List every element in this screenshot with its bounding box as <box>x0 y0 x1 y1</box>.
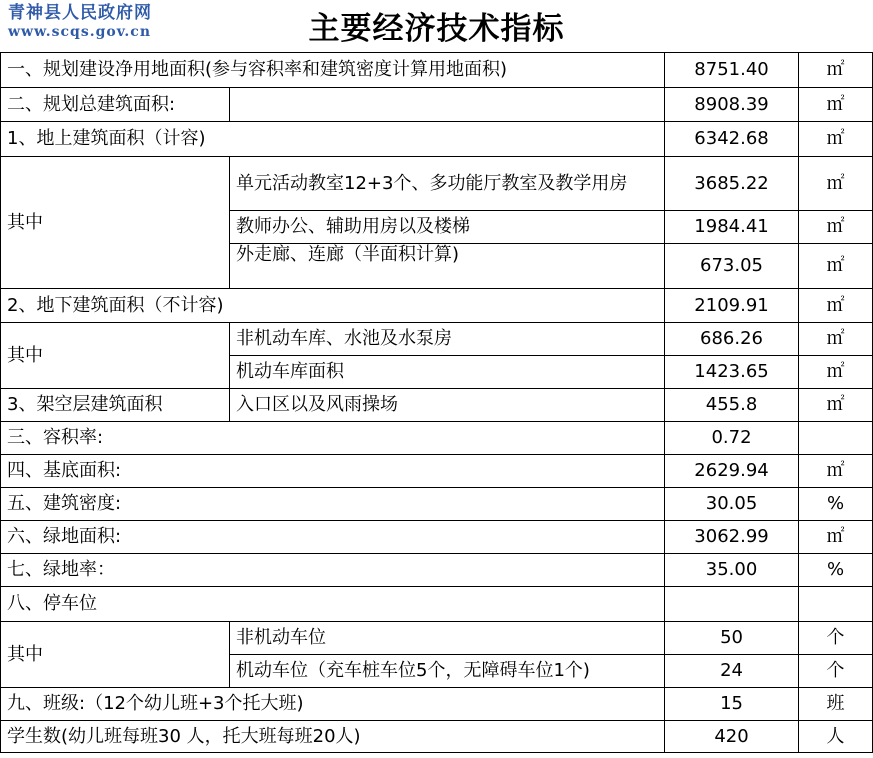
row-value <box>665 587 799 622</box>
row-group-label: 其中 <box>1 157 230 289</box>
row-value: 1423.65 <box>665 356 799 389</box>
row-label: 六、绿地面积: <box>1 521 665 554</box>
row-unit: ㎡ <box>799 53 873 88</box>
table-row <box>1 688 873 721</box>
row-label: 1、地上建筑面积（计容) <box>1 122 665 157</box>
table-row <box>1 323 873 356</box>
row-label: 七、绿地率： <box>1 554 665 587</box>
row-unit: ㎡ <box>799 244 873 289</box>
table-row <box>1 289 873 323</box>
row-unit: ㎡ <box>799 389 873 422</box>
watermark-url: www.scqs.gov.cn <box>8 23 152 40</box>
table-row <box>1 488 873 521</box>
table-row <box>1 554 873 587</box>
row-value: 50 <box>665 622 799 655</box>
row-unit: ㎡ <box>799 356 873 389</box>
row-unit: ㎡ <box>799 521 873 554</box>
row-sub-label: 教师办公、辅助用房以及楼梯 <box>230 211 665 244</box>
row-sub-label: 入口区以及风雨操场 <box>230 389 665 422</box>
row-value: 455.8 <box>665 389 799 422</box>
row-value: 15 <box>665 688 799 721</box>
table-row <box>1 455 873 488</box>
row-value: 30.05 <box>665 488 799 521</box>
table-row <box>1 587 873 622</box>
row-value: 6342.68 <box>665 122 799 157</box>
row-value: 1984.41 <box>665 211 799 244</box>
row-unit: 个 <box>799 655 873 688</box>
table-row <box>1 122 873 157</box>
row-unit: ㎡ <box>799 211 873 244</box>
row-value: 0.72 <box>665 422 799 455</box>
row-unit: 人 <box>799 721 873 753</box>
row-sub-label <box>230 88 665 122</box>
row-value: 2109.91 <box>665 289 799 323</box>
table-row <box>1 157 873 211</box>
row-unit <box>799 422 873 455</box>
row-unit: % <box>799 554 873 587</box>
row-label: 3、架空层建筑面积 <box>1 389 230 422</box>
row-value: 2629.94 <box>665 455 799 488</box>
row-sub-label: 非机动车位 <box>230 622 665 655</box>
row-unit: ㎡ <box>799 88 873 122</box>
row-label: 学生数(幼儿班每班30 人，托大班每班20人) <box>1 721 665 753</box>
row-group-label: 其中 <box>1 622 230 688</box>
row-label: 五、建筑密度: <box>1 488 665 521</box>
row-unit: ㎡ <box>799 157 873 211</box>
row-sub-label: 外走廊、连廊（半面积计算) <box>230 244 665 289</box>
table-row <box>1 422 873 455</box>
row-value: 8908.39 <box>665 88 799 122</box>
table-row <box>1 521 873 554</box>
row-value: 686.26 <box>665 323 799 356</box>
row-label: 二、规划总建筑面积: <box>1 88 230 122</box>
row-value: 24 <box>665 655 799 688</box>
row-unit: 个 <box>799 622 873 655</box>
row-sub-label: 非机动车库、水池及水泵房 <box>230 323 665 356</box>
row-unit: ㎡ <box>799 122 873 157</box>
row-label: 2、地下建筑面积（不计容) <box>1 289 665 323</box>
row-sub-label: 机动车库面积 <box>230 356 665 389</box>
table-row <box>1 88 873 122</box>
row-label: 八、停车位 <box>1 587 665 622</box>
row-group-label: 其中 <box>1 323 230 389</box>
row-value: 8751.40 <box>665 53 799 88</box>
row-label: 三、容积率: <box>1 422 665 455</box>
row-unit: ㎡ <box>799 289 873 323</box>
row-sub-label: 机动车位（充车桩车位5个，无障碍车位1个) <box>230 655 665 688</box>
table-row <box>1 53 873 88</box>
row-value: 35.00 <box>665 554 799 587</box>
row-unit: % <box>799 488 873 521</box>
row-unit: 班 <box>799 688 873 721</box>
watermark-site-name: 青神县人民政府网 <box>8 3 152 23</box>
table-row <box>1 389 873 422</box>
row-label: 九、班级:（12个幼儿班+3个托大班) <box>1 688 665 721</box>
table-row <box>1 622 873 655</box>
row-value: 673.05 <box>665 244 799 289</box>
row-sub-label: 单元活动教室12+3个、多功能厅教室及教学用房 <box>230 157 665 211</box>
row-value: 3062.99 <box>665 521 799 554</box>
row-value: 420 <box>665 721 799 753</box>
row-label: 四、基底面积: <box>1 455 665 488</box>
indicator-table <box>0 52 873 753</box>
row-unit <box>799 587 873 622</box>
table-row <box>1 721 873 753</box>
row-unit: ㎡ <box>799 455 873 488</box>
row-label: 一、规划建设净用地面积(参与容积率和建筑密度计算用地面积) <box>1 53 665 88</box>
page-title: 主要经济技术指标 <box>308 11 565 47</box>
row-value: 3685.22 <box>665 157 799 211</box>
row-unit: ㎡ <box>799 323 873 356</box>
